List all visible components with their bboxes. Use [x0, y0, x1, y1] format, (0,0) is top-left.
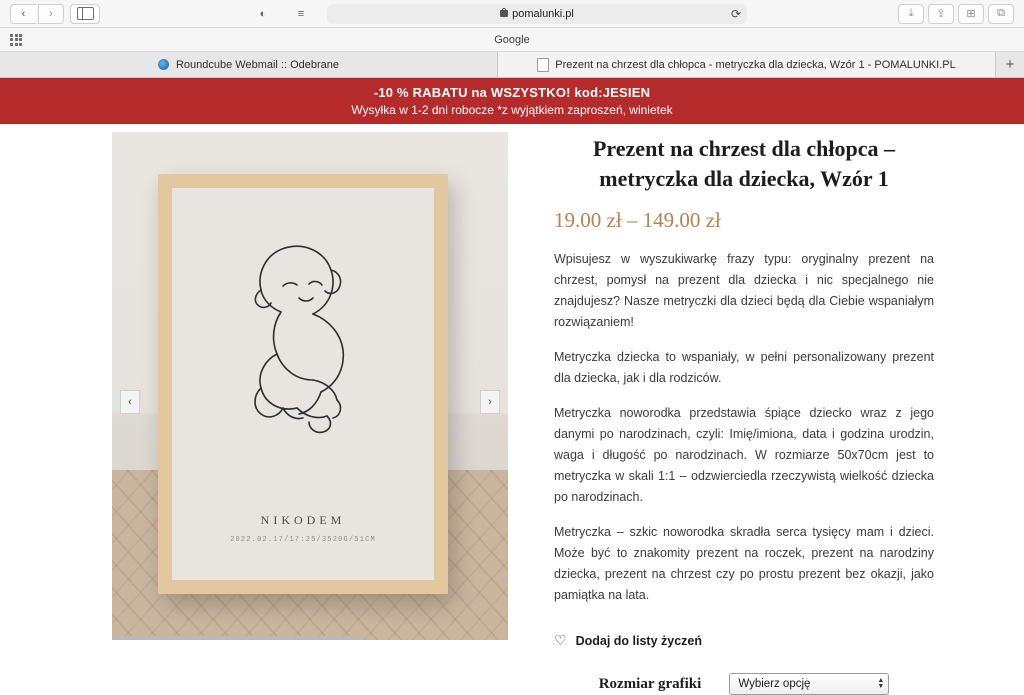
chevron-right-icon: › [488, 396, 492, 408]
product-paragraph-2: Metryczka dziecka to wspaniały, w pełni personalizowany prezent dla dziecka, jak i dla rodziców. [554, 350, 934, 385]
reader-icon: ◐ [259, 7, 267, 20]
artwork-meta: 2022.02.17/17:25/3520G/51CM [230, 536, 376, 544]
artwork-name: NIKODEM [260, 513, 346, 527]
product-title: Prezent na chrzest dla chłopca – metryczka dla dziecka, Wzór 1 [592, 136, 896, 191]
new-tab-button[interactable] [958, 4, 984, 24]
bookmarks-bar [0, 28, 1024, 52]
chevron-updown-icon: ▲ ▼ [877, 677, 885, 690]
product-paragraph-3: Metryczka noworodka przedstawia śpiące dziecko wraz z jego danymi po narodzinach, czyli: Imię/imiona, data i godzina urodzin, waga i długość po narodzinach. W rozmiarze 50x70cm jest to metryczka w skali 1:1 – odzwierciedla rzeczywistą wielkość dziecka po narodzinach. [554, 406, 934, 504]
chevron-left-icon: ‹ [128, 396, 132, 408]
back-button[interactable] [10, 4, 36, 24]
page-favicon [537, 59, 549, 71]
promo-banner [0, 78, 1024, 124]
toolbar-right-buttons [898, 4, 1014, 24]
add-to-wishlist-button[interactable] [554, 632, 934, 649]
poster-mat [172, 188, 434, 580]
forward-button[interactable] [38, 4, 64, 24]
share-button[interactable] [928, 4, 954, 24]
gallery-scroll-indicator[interactable] [112, 636, 360, 640]
roundcube-favicon [158, 59, 170, 71]
tab-roundcube-label: Roundcube Webmail :: Odebrane [175, 58, 340, 71]
product-layout [0, 124, 1024, 695]
tab-overview-icon: ⧉ [997, 7, 1005, 19]
size-select-value: Wybierz opcję [738, 678, 811, 690]
product-gallery [112, 132, 512, 695]
variation-row [554, 673, 934, 695]
gallery-prev-button[interactable] [120, 390, 140, 414]
reload-icon[interactable]: ⟳ [730, 6, 741, 21]
nav-buttons [10, 4, 64, 24]
url-text-wrap [500, 8, 574, 20]
page-content [0, 78, 1024, 692]
product-image[interactable] [112, 132, 508, 640]
tab-overview-button[interactable] [988, 4, 1014, 24]
address-area [251, 4, 747, 24]
address-bar[interactable] [327, 4, 747, 24]
promo-line-1: -10 % RABATU na WSZYSTKO! kod:JESIEN [373, 85, 651, 100]
tab-pomalunki[interactable] [498, 52, 996, 77]
share-icon: ⇪ [936, 8, 946, 20]
downloads-button[interactable] [898, 4, 924, 24]
forward-icon: › [49, 7, 53, 20]
browser-toolbar [0, 0, 1024, 28]
sidebar-toggle-button[interactable] [70, 4, 100, 24]
wishlist-label: Dodaj do listy życzeń [575, 633, 702, 648]
size-select[interactable] [729, 673, 889, 695]
tab-pomalunki-label: Prezent na chrzest dla chłopca - metryczka dla dziecka, Wzór 1 - POMALUNKI.PL [555, 58, 956, 71]
baby-line-art-icon [213, 228, 393, 448]
reader-mode-button[interactable] [251, 4, 275, 24]
lock-icon [500, 10, 508, 17]
poster-frame [158, 174, 448, 594]
new-tab-icon: ⊞ [966, 8, 976, 20]
bookmark-google[interactable]: Google [494, 33, 530, 46]
gallery-next-button[interactable] [480, 390, 500, 414]
back-icon: ‹ [21, 7, 26, 20]
heart-icon: ♡ [554, 632, 567, 648]
tab-roundcube[interactable] [0, 52, 498, 77]
url-text: pomalunki.pl [512, 7, 574, 20]
product-info [554, 134, 934, 695]
text-size-button[interactable] [289, 4, 313, 24]
product-paragraph-4: Metryczka – szkic noworodka skradła serca tysięcy mam i dzieci. Może być to znakomity prezent na roczek, prezent na narodziny dziecka, prezent na chrzest czy po prostu prezent bez okazji, jako pamiątka na lata. [554, 525, 934, 602]
product-price: 19.00 zł – 149.00 zł [554, 208, 721, 232]
promo-line-2: Wysyłka w 1-2 dni robocze *z wyjątkiem zaproszeń, winietek [351, 103, 673, 117]
variation-label: Rozmiar grafiki [598, 675, 702, 692]
text-size-icon: ≡ [297, 7, 305, 20]
sidebar-icon [77, 7, 94, 20]
plus-icon: + [1005, 56, 1015, 73]
download-icon: ⤓ [908, 7, 914, 19]
tab-strip [0, 52, 1024, 78]
product-paragraph-1: Wpisujesz w wyszukiwarkę frazy typu: oryginalny prezent na chrzest, pomysł na prezent dla dziecka i nic specjalnego nie znajdujesz? Nasze metryczki dla dzieci będą dla Ciebie wspaniałym rozwiązaniem! [554, 252, 934, 329]
tabstrip-new-tab-button[interactable] [996, 52, 1024, 77]
